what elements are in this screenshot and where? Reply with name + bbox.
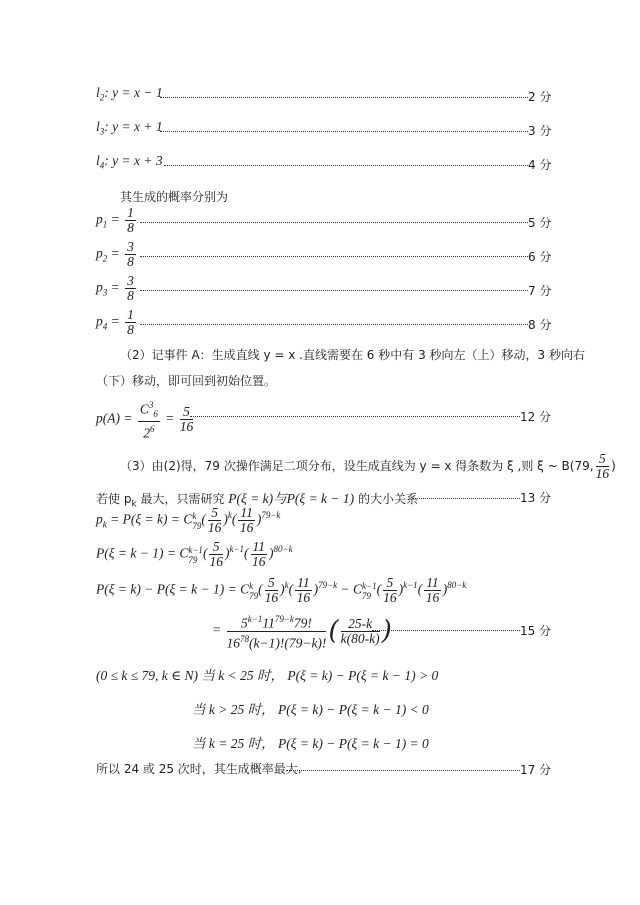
difference-result: = $\frac{5^{k-1}11^{79-k}79!}{16^{78}(k-1)!(79-k)!}$ ( $\frac{25-k}{k(80-k)}$ )	[212, 614, 392, 650]
score: 17 分	[520, 763, 552, 777]
score: 2 分	[528, 90, 552, 104]
score: 4 分	[528, 158, 552, 172]
dot-leader	[160, 131, 528, 132]
condition-eq: 当 k = 25 时， P(ξ = k) − P(ξ = k − 1) = 0	[192, 736, 429, 751]
score: 13 分	[520, 491, 552, 505]
score: 7 分	[528, 284, 552, 298]
dot-leader	[140, 256, 528, 257]
line-l3: $l_3$: y = x + 1	[96, 119, 163, 137]
condition-gt: 当 k > 25 时， P(ξ = k) − P(ξ = k − 1) < 0	[192, 702, 429, 717]
dot-leader	[140, 290, 528, 291]
score: 6 分	[528, 250, 552, 264]
line-l4: $l_4$: y = x + 3	[96, 153, 163, 171]
dot-leader	[140, 222, 528, 223]
conclusion: 所以 24 或 25 次时，其生成概率最大.	[96, 762, 302, 776]
prob-intro: 其生成的概率分别为	[120, 190, 229, 204]
score: 15 分	[520, 624, 552, 638]
pk-formula: $p_k = P(\xi = k) = C$ k 79 ( $\frac{5}{16}$ )$^k$( $\frac{11}{16}$ )$^{79-k}$	[96, 505, 281, 535]
dot-leader	[140, 324, 528, 325]
score: 12 分	[520, 410, 552, 424]
condition-lt: (0 ≤ k ≤ 79, k ∈ N) 当 k < 25 时， P(ξ = k) − P(ξ = k − 1) > 0	[96, 668, 439, 683]
dot-leader	[372, 630, 520, 631]
score: 8 分	[528, 318, 552, 332]
prob-p4: $p_4$ = $\frac{1}{8}$	[96, 307, 134, 337]
dot-leader	[412, 498, 520, 499]
score: 5 分	[528, 216, 552, 230]
prob-p1: $p_1$ = $\frac{1}{8}$	[96, 205, 134, 235]
dot-leader	[190, 416, 520, 417]
dot-leader	[164, 165, 528, 166]
part2-line2: （下）移动，即可回到初始位置。	[96, 374, 277, 388]
score: 3 分	[528, 124, 552, 138]
need-line: 若使 $p_k$ 最大，只需研究 P(ξ = k)与P(ξ = k − 1) 的大小关系	[96, 491, 418, 510]
pk-minus-1-formula: P(ξ = k − 1) = C k−1 79 ( $\frac{5}{16}$ )$^{k-1}$( $\frac{11}{16}$ )$^{80-k}$	[96, 539, 293, 569]
part2-line1: （2）记事件 A：生成直线 y = x .直线需要在 6 秒中有 3 秒向左（上）移动，3 秒向右	[120, 348, 585, 362]
difference-formula: P(ξ = k) − P(ξ = k − 1) = C k 79 ( $\frac{5}{16}$ )$^k$( $\frac{11}{16}$ )$^{79-k}$ − C k−1 79 ( $\frac{5}{16}$ )$^{k-1}$( $\frac{11}{16}$ )$^{80-k}$	[96, 575, 467, 605]
prob-p2: $p_2$ = $\frac{3}{8}$	[96, 239, 134, 269]
dot-leader	[160, 97, 528, 98]
dot-leader	[286, 770, 520, 771]
part3-line: （3）由(2)得，79 次操作满足二项分布，设生成直线为 y = x 得条数为 ξ ,则 ξ ~ B(79, $\frac{5}{16}$ )	[120, 451, 616, 481]
line-l2: $l_2$: y = x − 1	[96, 85, 163, 103]
prob-p3: $p_3$ = $\frac{3}{8}$	[96, 273, 134, 303]
prob-a: p(A) = $\frac{C^3_6}{2^6}$ = $\frac{5}{16}$	[96, 400, 194, 441]
